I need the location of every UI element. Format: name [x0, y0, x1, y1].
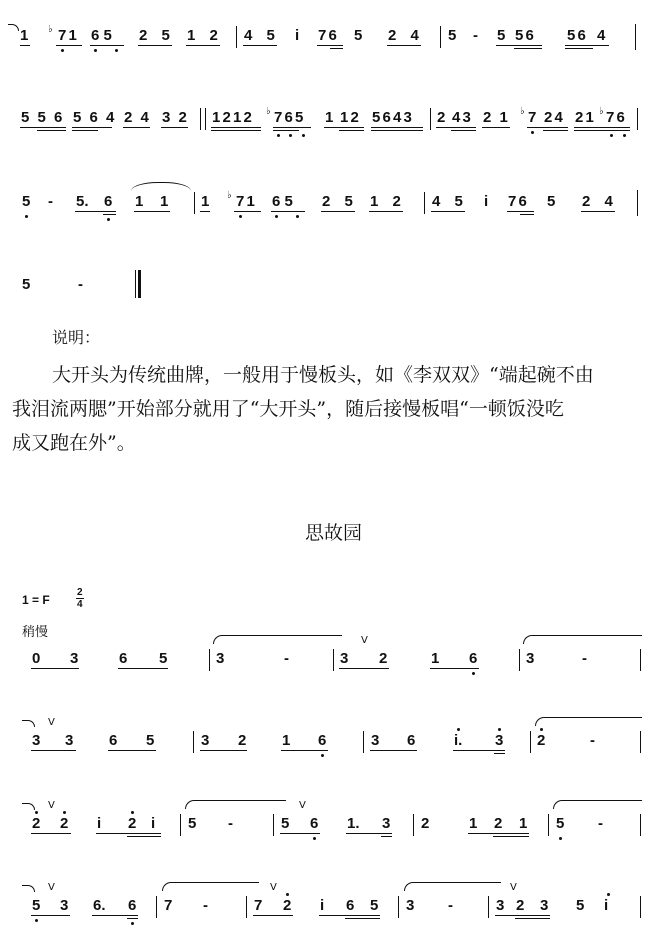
score-1-row-4 — [0, 277, 667, 307]
note: 3 — [340, 650, 349, 667]
note: 4 — [597, 27, 606, 44]
note-group: 5 6 — [515, 27, 533, 44]
note: 2 — [128, 815, 137, 832]
underline — [20, 127, 66, 128]
dash: - — [590, 732, 595, 749]
underline — [103, 214, 116, 215]
underline — [346, 833, 392, 834]
note-group: 2 4 — [544, 109, 563, 126]
underline — [574, 127, 630, 128]
underline — [453, 750, 505, 751]
underline — [330, 48, 343, 49]
underline — [134, 211, 170, 212]
bar-line — [398, 896, 399, 918]
bar-line — [363, 731, 364, 753]
flat-sign: ♭ — [520, 106, 525, 117]
high-dot — [498, 728, 501, 731]
bar-line — [488, 896, 489, 918]
tie-mark — [131, 182, 191, 191]
note-group: 5 6 4 3 — [372, 109, 412, 126]
note: 6 — [128, 897, 137, 914]
note: 3 — [382, 815, 391, 832]
bar-line — [209, 649, 210, 671]
note: 5 — [547, 193, 556, 210]
underline — [319, 915, 380, 916]
time-signature — [76, 587, 84, 610]
underline — [339, 668, 389, 669]
note: 3 — [65, 732, 74, 749]
low-dot — [35, 919, 38, 922]
note-group: 2 4 — [582, 193, 613, 210]
bar-line — [640, 896, 641, 918]
note: i — [484, 193, 489, 210]
underline — [20, 45, 30, 46]
note-group: 1 2 1 2 — [212, 109, 252, 126]
bar-line — [640, 649, 641, 671]
underline — [200, 211, 210, 212]
note: 3 — [540, 897, 549, 914]
note: i — [604, 897, 609, 914]
note: 2 — [437, 109, 446, 126]
dash: - — [48, 193, 53, 210]
underline — [468, 833, 529, 834]
low-dot — [25, 215, 28, 218]
breath-mark: V — [299, 800, 306, 811]
underline — [369, 211, 403, 212]
underline — [494, 753, 505, 754]
underline — [436, 127, 476, 128]
note: 6 — [469, 650, 478, 667]
breath-mark: V — [48, 717, 55, 728]
tie-mark — [22, 720, 35, 727]
note: 5 — [497, 27, 506, 44]
underline — [56, 45, 82, 46]
note-group: 7 6 — [318, 27, 336, 44]
breath-mark: V — [270, 882, 277, 893]
low-dot — [277, 134, 280, 137]
breath-mark: V — [361, 635, 368, 646]
underline — [37, 130, 66, 131]
low-dot — [289, 134, 292, 137]
note: 5 — [576, 897, 585, 914]
note: 5 — [159, 650, 168, 667]
breath-mark: V — [48, 800, 55, 811]
tempo-marking: 稍慢 — [22, 625, 49, 640]
bar-line — [333, 649, 334, 671]
low-dot — [610, 134, 613, 137]
bar-line — [640, 731, 641, 753]
underline — [31, 915, 70, 916]
note: 1 — [519, 815, 528, 832]
bar-line — [635, 24, 636, 50]
low-dot — [94, 49, 97, 52]
tie-mark — [535, 717, 642, 726]
low-dot — [623, 134, 626, 137]
note: 3 — [371, 732, 380, 749]
underline — [243, 45, 277, 46]
flat-sign: ♭ — [599, 106, 604, 117]
bar-line — [273, 814, 274, 836]
underline — [75, 211, 116, 212]
notes-line-2: 我泪流两腮”开始部分就用了“大开头”，随后接慢板唱“一顿饭没吃 — [12, 398, 564, 420]
note: 6 — [104, 193, 113, 210]
key-signature: 1 = F — [22, 593, 50, 607]
underline — [72, 127, 112, 128]
tie-mark — [404, 882, 501, 891]
bar-line — [156, 896, 157, 918]
underline — [234, 211, 261, 212]
note: 6 — [407, 732, 416, 749]
underline — [186, 45, 220, 46]
note: 5 — [370, 897, 379, 914]
song-2-row-4 — [0, 882, 667, 928]
low-dot — [559, 837, 562, 840]
notes-line-1: 大开头为传统曲牌，一般用于慢板头，如《李双双》“端起碗不由 — [52, 364, 594, 386]
note: 3 — [526, 650, 535, 667]
note: 2 — [32, 815, 41, 832]
note: 3 — [60, 897, 69, 914]
tie-mark — [22, 885, 35, 892]
underline — [280, 833, 320, 834]
final-bar-line — [135, 270, 141, 298]
bar-line — [637, 190, 638, 216]
time-bottom: 4 — [77, 599, 83, 610]
underline — [493, 836, 529, 837]
underline — [211, 127, 261, 128]
underline — [108, 750, 156, 751]
underline — [31, 750, 76, 751]
underline — [273, 130, 299, 131]
underline — [324, 127, 364, 128]
note-group: 7 6 5 — [274, 109, 304, 126]
note: 3 — [216, 650, 225, 667]
dash: - — [448, 897, 453, 914]
note: 3 — [495, 732, 504, 749]
underline — [273, 127, 311, 128]
high-dot — [607, 893, 610, 896]
note-group: 2 1 — [483, 109, 508, 126]
underline — [138, 45, 172, 46]
underline — [123, 127, 150, 128]
flat-sign: ♭ — [266, 106, 271, 117]
note: 1 — [282, 732, 291, 749]
note-group: 6 5 — [91, 27, 112, 44]
underline — [387, 45, 421, 46]
dash: - — [203, 897, 208, 914]
underline — [31, 668, 79, 669]
note: 6. — [93, 897, 106, 914]
low-dot — [61, 49, 64, 52]
low-dot — [321, 754, 324, 757]
note: 1 — [201, 193, 210, 210]
low-dot — [472, 672, 475, 675]
underline — [339, 130, 364, 131]
note: 1. — [347, 815, 360, 832]
note: 5 — [354, 27, 363, 44]
dash: - — [598, 815, 603, 832]
bar-line — [194, 192, 195, 214]
bar-line — [519, 649, 520, 671]
breath-mark: V — [48, 882, 55, 893]
note: 2 — [537, 732, 546, 749]
underline — [253, 915, 293, 916]
underline — [321, 211, 355, 212]
note: 6 — [318, 732, 327, 749]
bar-line — [236, 26, 237, 48]
bar-line — [548, 814, 549, 836]
underline — [565, 48, 593, 49]
underline — [96, 833, 161, 834]
note-group: 2 5 — [139, 27, 170, 44]
underline — [581, 211, 615, 212]
note-group: 1 2 — [370, 193, 401, 210]
underline — [451, 130, 476, 131]
note: 6 — [346, 897, 355, 914]
note: 1 — [325, 109, 334, 126]
note: 2 — [60, 815, 69, 832]
note: 6 — [310, 815, 319, 832]
note-group: 2 4 — [388, 27, 419, 44]
high-dot — [35, 811, 38, 814]
high-dot — [540, 728, 543, 731]
underline — [482, 127, 510, 128]
underline — [271, 211, 305, 212]
score-1-row-2 — [0, 106, 667, 140]
underline — [515, 918, 550, 919]
dash: - — [228, 815, 233, 832]
low-dot — [115, 49, 118, 52]
note: 2 — [421, 815, 430, 832]
note: 2 — [379, 650, 388, 667]
underline — [495, 915, 550, 916]
note: i — [97, 815, 102, 832]
low-dot — [302, 134, 305, 137]
note: 7 — [254, 897, 263, 914]
underline — [161, 127, 188, 128]
tie-mark — [523, 635, 642, 644]
underline — [565, 45, 609, 46]
note: 1 — [135, 193, 144, 210]
underline — [127, 836, 161, 837]
note: 3 — [32, 732, 41, 749]
low-dot — [107, 218, 110, 221]
flat-sign: ♭ — [227, 190, 232, 201]
note-group: 2 5 — [322, 193, 353, 210]
underline — [527, 127, 568, 128]
note: 5 — [146, 732, 155, 749]
note: 5. — [76, 193, 89, 210]
underline — [31, 833, 71, 834]
high-dot — [131, 811, 134, 814]
high-dot — [457, 728, 460, 731]
note-group: 1 2 — [340, 109, 359, 126]
low-dot — [131, 922, 134, 925]
note-group: 1 2 — [187, 27, 218, 44]
high-dot — [63, 811, 66, 814]
note: 2 — [283, 897, 292, 914]
underline — [281, 750, 328, 751]
note: 2 — [238, 732, 247, 749]
note-group: 6 5 — [272, 193, 293, 210]
dash: - — [78, 276, 83, 293]
note: i — [320, 897, 325, 914]
note-group: 7 1 — [58, 27, 76, 44]
dash: - — [582, 650, 587, 667]
underline — [317, 45, 343, 46]
underline — [371, 127, 423, 128]
note-group: 2 — [516, 897, 525, 914]
bar-line — [413, 814, 414, 836]
underline — [430, 668, 479, 669]
bar-line — [193, 731, 194, 753]
tie-mark — [553, 800, 642, 809]
bar-line — [180, 814, 181, 836]
bar-line — [205, 108, 206, 130]
low-dot — [531, 131, 534, 134]
note: 5 — [448, 27, 457, 44]
underline — [200, 750, 247, 751]
underline — [345, 918, 380, 919]
note-group: 4 5 — [432, 193, 463, 210]
song-2-row-1 — [0, 635, 667, 681]
bar-line — [430, 108, 431, 130]
tie-mark — [185, 800, 286, 809]
underline — [211, 130, 261, 131]
notes-line-3: 成又跑在外”。 — [12, 432, 136, 454]
bar-line — [640, 814, 641, 836]
note-group: 2 1 — [575, 109, 594, 126]
note: 5 — [32, 897, 41, 914]
note: 7 — [528, 109, 537, 126]
note: 2 — [494, 815, 503, 832]
note: 1 — [20, 27, 29, 44]
bar-line — [424, 192, 425, 214]
bar-line — [530, 731, 531, 753]
bar-line — [440, 26, 441, 48]
low-dot — [313, 837, 316, 840]
underline — [496, 45, 542, 46]
note: 6 — [119, 650, 128, 667]
breath-mark: V — [510, 882, 517, 893]
note: 7 — [164, 897, 173, 914]
note: 5 — [281, 815, 290, 832]
bar-line — [637, 108, 638, 130]
underline — [574, 130, 630, 131]
tie-mark — [213, 635, 342, 644]
note: 1 — [469, 815, 478, 832]
underline — [370, 750, 417, 751]
underline — [543, 130, 568, 131]
note-group: 5 6 4 — [73, 109, 117, 126]
note-group: 4 5 — [244, 27, 275, 44]
song-2-row-2 — [0, 717, 667, 763]
note: 5 — [188, 815, 197, 832]
underline — [514, 48, 542, 49]
note-group: 7 6 — [606, 109, 625, 126]
note: 3 — [201, 732, 210, 749]
note: 5 — [22, 193, 31, 210]
dash: - — [473, 27, 478, 44]
tie-mark — [8, 24, 19, 31]
tie-mark — [162, 882, 259, 891]
bar-line — [246, 896, 247, 918]
note: i. — [454, 732, 463, 749]
underline — [507, 211, 534, 212]
song-2-row-3 — [0, 800, 667, 846]
note: 1 — [160, 193, 169, 210]
dash: - — [284, 650, 289, 667]
note: 0 — [32, 650, 41, 667]
underline — [72, 130, 98, 131]
note-group: 7 1 — [236, 193, 254, 210]
score-1-row-3 — [0, 190, 667, 224]
note-group: 5 5 6 — [21, 109, 65, 126]
underline — [381, 836, 392, 837]
note: 3 — [406, 897, 415, 914]
note: 3 — [496, 897, 505, 914]
low-dot — [239, 215, 242, 218]
high-dot — [286, 893, 289, 896]
song-title: 思故园 — [304, 522, 362, 544]
bar-line — [200, 108, 201, 130]
note: i — [151, 815, 156, 832]
note: 5 — [556, 815, 565, 832]
note-group: 2 4 — [124, 109, 149, 126]
score-1-row-1 — [0, 24, 667, 58]
underline — [90, 45, 124, 46]
underline — [118, 668, 168, 669]
note: 6 — [109, 732, 118, 749]
note-group: 4 3 — [452, 109, 471, 126]
underline — [431, 211, 465, 212]
flat-sign: ♭ — [48, 24, 53, 35]
note: 5 — [22, 276, 31, 293]
notes-heading: 说明： — [52, 328, 101, 347]
low-dot — [275, 215, 278, 218]
low-dot — [296, 215, 299, 218]
note: 3 — [70, 650, 79, 667]
note-group: 7 6 — [508, 193, 526, 210]
notes-body — [12, 358, 652, 460]
underline — [520, 214, 534, 215]
note: 1 — [431, 650, 440, 667]
tie-mark — [22, 803, 35, 810]
note-group: 3 2 — [162, 109, 187, 126]
underline — [92, 915, 138, 916]
underline — [371, 130, 423, 131]
note: i — [295, 27, 300, 44]
note-group: 5 6 — [567, 27, 585, 44]
time-top: 2 — [77, 587, 83, 598]
underline — [127, 918, 138, 919]
